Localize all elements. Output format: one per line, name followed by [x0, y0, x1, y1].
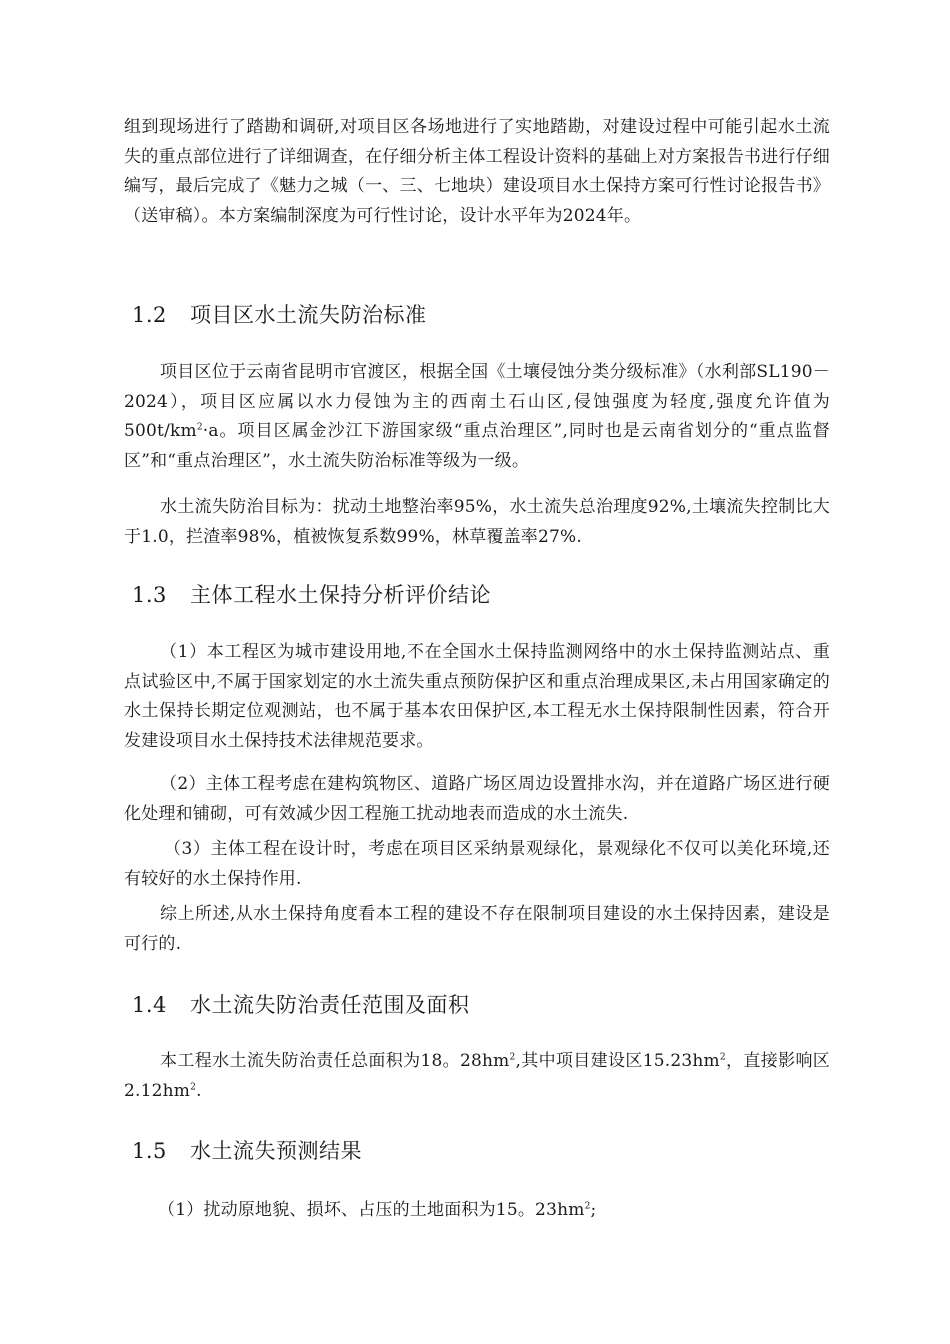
intro-paragraph: 组到现场进行了踏勘和调研,对项目区各场地进行了实地踏勘，对建设过程中可能引起水土流失的重点部位进行了详细调查，在仔细分析主体工程设计资料的基础上对方案报告书进行仔细编写，最后完成了《魅力之城（一、三、七地块）建设项目水土保持方案可行性讨论报告书》（送审稿）。本方案编制深度为可行性讨论，设计水平年为2024年。 [124, 117, 830, 226]
text-run: ·a。项目区属金沙江下游国家级“重点治理区”,同时也是云南省划分的“重点监督区”和“重点治理区”，水土流失防治标准等级为一级。 [124, 421, 830, 471]
superscript: 2 [719, 1052, 726, 1063]
sec-1-5-paragraph-1 [158, 1196, 830, 1226]
text-run: （1）扰动原地貌、损坏、占压的土地面积为15。23hm [158, 1200, 585, 1220]
sec-1-3-paragraph-3: （3）主体工程在设计时，考虑在项目区采纳景观绿化，景观绿化不仅可以美化环境,还有较好的水土保持作用. [124, 839, 830, 889]
text-run: ,其中项目建设区15.23hm [515, 1051, 720, 1071]
section-heading-1-2 [132, 300, 427, 330]
sec-1-4-paragraph-1 [124, 1047, 830, 1106]
sec-1-3-paragraph-4: 综上所述,从水土保持角度看本工程的建设不存在限制项目建设的水土保持因素，建设是可行的. [124, 904, 830, 954]
text-run: 项目区位于云南省昆明市官渡区，根据全国《土壤侵蚀分类分级标准》（水利部SL190－2024），项目区应属以水力侵蚀为主的西南土石山区,侵蚀强度为轻度,强度允许值为500t/km [124, 362, 830, 441]
sec-1-2-paragraph-2: 水土流失防治目标为：扰动土地整治率95%，水土流失总治理度92%,土壤流失控制比大于1.0，拦渣率98%，植被恢复系数99%，林草覆盖率27%. [124, 497, 830, 547]
section-number: 1.5 [132, 1139, 167, 1163]
section-heading-1-3 [132, 580, 491, 610]
sec-1-2-paragraph-1 [124, 358, 830, 476]
section-title: 水土流失防治责任范围及面积 [190, 993, 470, 1017]
superscript: 2 [196, 422, 203, 433]
sec-1-3-paragraph-1: （1）本工程区为城市建设用地,不在全国水土保持监测网络中的水土保持监测站点、重点试验区中,不属于国家划定的水土流失重点预防保护区和重点治理成果区,未占用国家确定的水土保持长期定位观测站，也不属于基本农田保护区,本工程无水土保持限制性因素，符合开发建设项目水土保持技术法律规范要求。 [124, 642, 830, 751]
section-title: 项目区水土流失防治标准 [190, 303, 427, 327]
sec-1-3-paragraph-2: （2）主体工程考虑在建构筑物区、道路广场区周边设置排水沟，并在道路广场区进行硬化处理和铺砌，可有效减少因工程施工扰动地表而造成的水土流失. [124, 774, 830, 824]
superscript: 2 [584, 1201, 591, 1212]
superscript: 2 [190, 1081, 197, 1092]
text-run: ; [590, 1200, 597, 1220]
superscript: 2 [509, 1052, 516, 1063]
section-heading-1-5 [132, 1136, 362, 1166]
section-number: 1.4 [132, 993, 167, 1017]
section-number: 1.2 [132, 303, 167, 327]
text-run: 本工程水土流失防治责任总面积为18。28hm [160, 1051, 510, 1071]
text-run: . [196, 1080, 202, 1101]
section-heading-1-4 [132, 990, 470, 1020]
text-run: ，直接影响区2.12hm [124, 1051, 831, 1101]
section-title: 主体工程水土保持分析评价结论 [190, 583, 491, 607]
section-title: 水土流失预测结果 [190, 1139, 362, 1163]
section-number: 1.3 [132, 583, 167, 607]
